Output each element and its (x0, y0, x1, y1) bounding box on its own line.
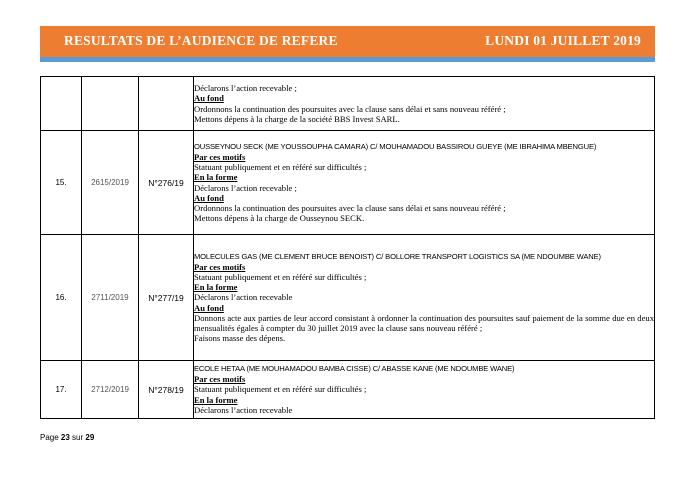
decision-text (194, 77, 655, 131)
case-parties: OUSSEYNOU SECK (ME YOUSSOUPHA CAMARA) C/ MOUHAMADOU BASSIROU GUEYE (ME IBRAHIMA MBENGUE) (194, 141, 597, 151)
header-banner (40, 26, 655, 62)
case-rg-number: 2615/2019 (82, 131, 139, 235)
decision-line: Déclarons l’action recevable ; (194, 83, 297, 94)
decision-line: Ordonnons la continuation des poursuites avec la clause sans délai et sans nouveau référé ; (194, 103, 506, 114)
case-rg-number: 2712/2019 (82, 361, 139, 419)
case-rg-number: 2711/2019 (82, 235, 139, 361)
hearing-date: LUNDI 01 JUILLET 2019 (485, 33, 641, 48)
table-row (41, 131, 655, 235)
decision-line: Donnons acte aux parties de leur accord consistant à ordonner la continuation des poursuites sauf paiement de la somme due en deux mensualités égales à compter du 30 juillet 2019 avec la clause sans nouveau référé ; (194, 312, 654, 333)
decision-text (194, 361, 655, 419)
case-rg-number (82, 77, 139, 131)
decision-line: Statuant publiquement et en référé sur difficultés ; (194, 271, 367, 282)
footer-page-number: 23 (60, 433, 70, 442)
table-row (41, 235, 655, 361)
results-table (40, 76, 655, 419)
section-heading: Par ces motifs (194, 151, 246, 162)
section-heading: Par ces motifs (194, 374, 246, 385)
section-heading: En la forme (194, 172, 238, 183)
section-heading: Par ces motifs (194, 261, 246, 272)
ordonnance-number: N°277/19 (139, 235, 194, 361)
table-row (41, 77, 655, 131)
row-number (41, 77, 82, 131)
decision-line: Déclarons l’action recevable (194, 404, 293, 415)
decision-line: Statuant publiquement et en référé sur difficultés ; (194, 162, 367, 173)
case-parties: ECOLE HETAA (ME MOUHAMADOU BAMBA CISSE) C/ ABASSE KANE (ME NDOUMBE WANE) (194, 363, 515, 373)
ordonnance-number: N°278/19 (139, 361, 194, 419)
section-heading: Au fond (194, 192, 224, 203)
case-parties: MOLECULES GAS (ME CLEMENT BRUCE BENOIST) C/ BOLLORE TRANSPORT LOGISTICS SA (ME NDOUMBE WANE) (194, 251, 601, 261)
row-number: 17. (41, 361, 82, 419)
ordonnance-number: N°276/19 (139, 131, 194, 235)
section-heading: En la forme (194, 394, 238, 405)
decision-line: Mettons dépens à la charge de la société BBS Invest SARL. (194, 113, 400, 124)
section-heading: Au fond (194, 302, 224, 313)
page-title: RESULTATS DE L’AUDIENCE DE REFERE (64, 33, 338, 48)
decision-line: Déclarons l’action recevable ; (194, 182, 297, 193)
footer-prefix: Page (40, 433, 61, 442)
footer-middle: sur (69, 433, 86, 442)
row-number: 15. (41, 131, 82, 235)
footer-page-total: 29 (85, 433, 95, 442)
table-row (41, 361, 655, 419)
decision-text (194, 131, 655, 235)
decision-line: Faisons masse des dépens. (194, 333, 286, 344)
decision-line: Mettons dépens à la charge de Ousseynou SECK. (194, 213, 365, 224)
ordonnance-number (139, 77, 194, 131)
decision-text (194, 235, 655, 361)
decision-line: Statuant publiquement et en référé sur difficultés ; (194, 384, 367, 395)
section-heading: En la forme (194, 282, 238, 293)
decision-line: Déclarons l’action recevable (194, 292, 293, 303)
row-number: 16. (41, 235, 82, 361)
section-heading: Au fond (194, 93, 224, 104)
page-footer (40, 433, 94, 442)
decision-line: Ordonnons la continuation des poursuites avec la clause sans délai et sans nouveau référé ; (194, 202, 506, 213)
